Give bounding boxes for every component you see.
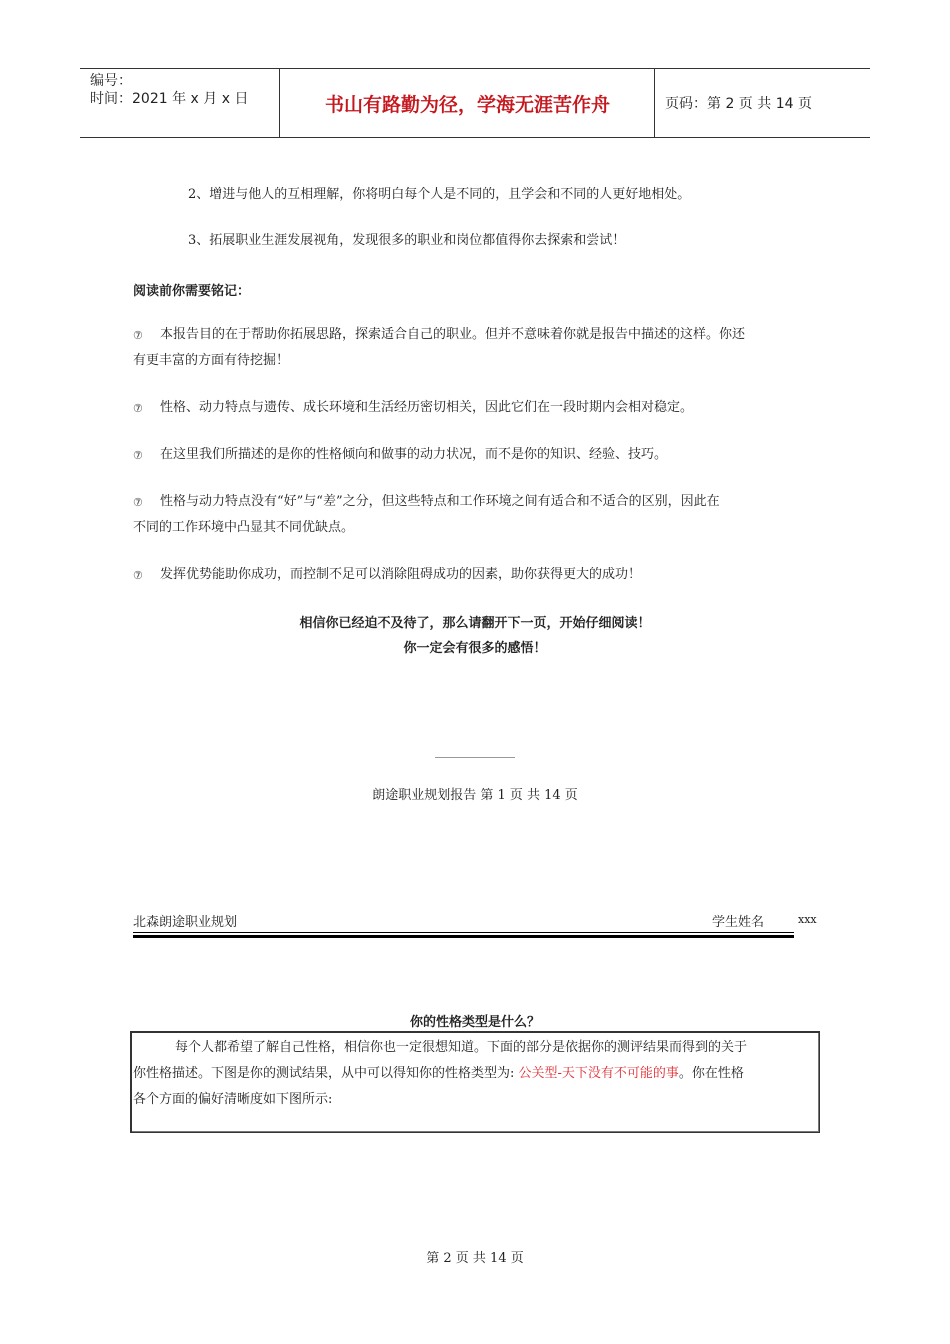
box-line-2-prefix: 你性格描述。下图是你的测试结果，从中可以得知你的性格类型为: <box>133 1066 519 1081</box>
closing-line-2: 你一定会有很多的感悟！ <box>403 641 547 656</box>
box-line-1: 每个人都希望了解自己性格，相信你也一定很想知道。下面的部分是依据你的测评结果而得到的关于 <box>175 1040 748 1055</box>
box-line-2 <box>133 1061 744 1087</box>
remember-item-2: 性格、动力特点与遗传、成长环境和生活经历密切相关，因此它们在一段时期内会相对稳定。 <box>160 400 694 415</box>
bullet-icon: ⑦ <box>133 496 143 509</box>
goal-item-2: 2、增进与他人的互相理解，你将明白每个人是不同的，且学会和不同的人更好地相处。 <box>188 187 691 202</box>
remember-item-1: 本报告目的在于帮助你拓展思路，探索适合自己的职业。但并不意味着你就是报告中描述的这样。你还 <box>160 327 746 342</box>
section-title: 你的性格类型是什么？ <box>409 1015 540 1030</box>
closing-line-1: 相信你已经迫不及待了，那么请翻开下一页，开始仔细阅读！ <box>299 616 651 631</box>
time-label: 时间：2021 年 x 月 x 日 <box>90 91 249 107</box>
document-header <box>80 68 870 138</box>
bullet-icon: ⑦ <box>133 329 143 342</box>
number-label: 编号： <box>90 73 132 89</box>
remember-title: 阅读前你需要铭记： <box>133 284 251 299</box>
box-line-2-suffix: 。你在性格 <box>678 1066 744 1081</box>
header-motto: 书山有路勤为径，学海无涯苦作舟 <box>281 69 655 137</box>
footer-rule <box>435 757 515 758</box>
bullet-icon: ⑦ <box>133 449 143 462</box>
header-double-rule <box>133 932 794 938</box>
goal-item-3: 3、拓展职业生涯发展视角，发现很多的职业和岗位都值得你去探索和尝试！ <box>188 233 626 248</box>
remember-item-4-cont: 不同的工作环境中凸显其不同优缺点。 <box>133 520 355 535</box>
page-footer: 朗途职业规划报告 第 1 页 共 14 页 <box>372 788 578 803</box>
bullet-icon: ⑦ <box>133 402 143 415</box>
bottom-page-footer: 第 2 页 共 14 页 <box>426 1251 524 1266</box>
box-line-3: 各个方面的偏好清晰度如下图所示: <box>133 1092 333 1107</box>
org-name: 北森朗途职业规划 <box>133 915 238 930</box>
remember-item-4: 性格与动力特点没有“好”与“差”之分，但这些特点和工作环境之间有适合和不适合的区别，因此在 <box>160 494 720 509</box>
bullet-icon: ⑦ <box>133 569 143 582</box>
student-label: 学生姓名 <box>712 915 765 930</box>
personality-box <box>130 1031 820 1133</box>
personality-type: 公关型-天下没有不可能的事 <box>518 1066 679 1081</box>
remember-item-5: 发挥优势能助你成功，而控制不足可以消除阻碍成功的因素，助你获得更大的成功！ <box>160 567 642 582</box>
header-page-info: 页码：第 2 页 共 14 页 <box>665 96 812 112</box>
remember-item-1-cont: 有更丰富的方面有待挖掘！ <box>133 353 290 368</box>
remember-item-3: 在这里我们所描述的是你的性格倾向和做事的动力状况，而不是你的知识、经验、技巧。 <box>160 447 668 462</box>
student-name: xxx <box>798 913 817 926</box>
header-meta <box>80 69 280 137</box>
